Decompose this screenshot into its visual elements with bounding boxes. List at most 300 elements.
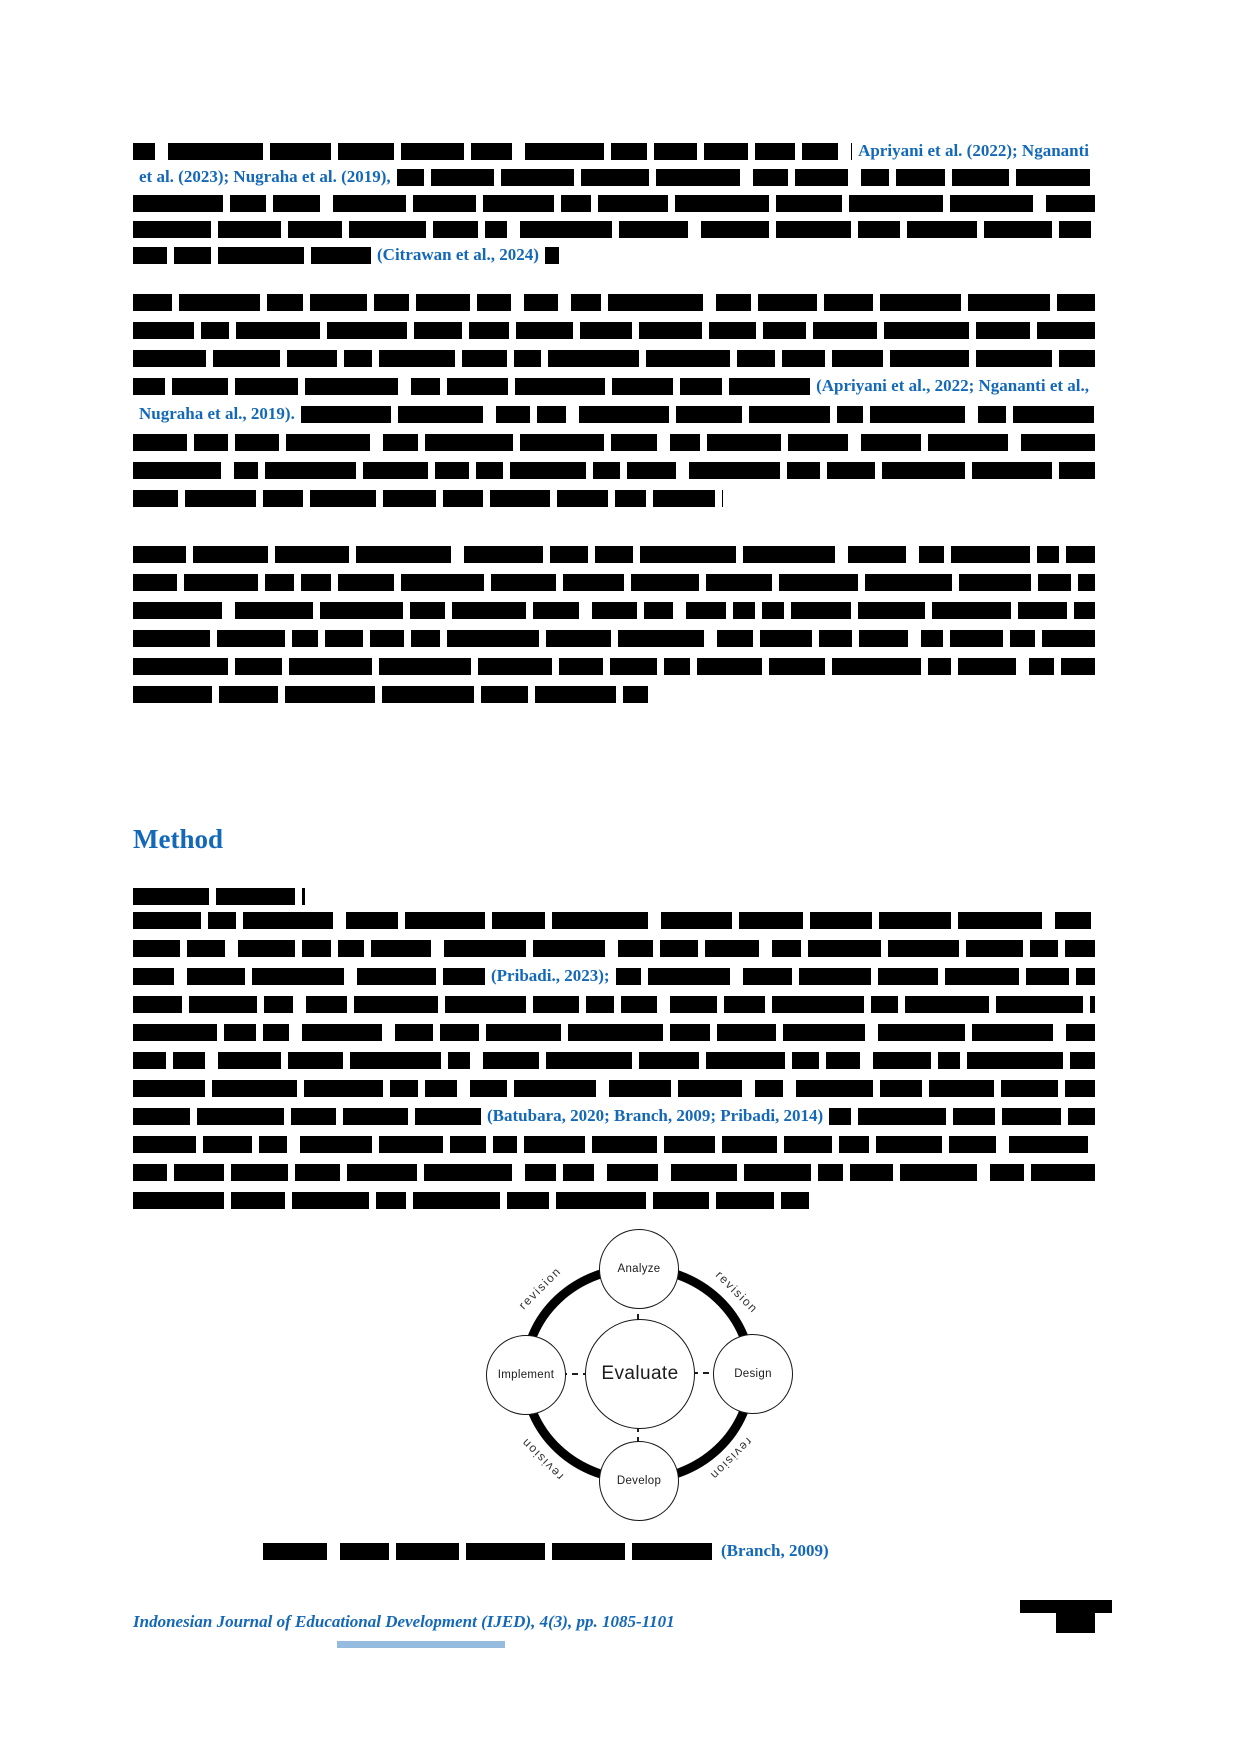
redacted-word bbox=[776, 221, 851, 238]
redacted-word bbox=[383, 490, 436, 507]
redacted-word bbox=[676, 406, 742, 423]
redacted-word bbox=[520, 221, 612, 238]
redacted-word bbox=[1074, 602, 1095, 619]
redacted-word bbox=[450, 1136, 486, 1153]
redacted-word bbox=[471, 143, 512, 160]
redacted-word bbox=[548, 350, 639, 367]
redacted-word bbox=[300, 1136, 372, 1153]
redacted-word bbox=[592, 602, 637, 619]
redacted-word bbox=[462, 350, 507, 367]
arc-label-revision: revision bbox=[517, 1434, 567, 1484]
redacted-word bbox=[133, 462, 221, 479]
redacted-word bbox=[133, 996, 182, 1013]
redacted-word bbox=[724, 996, 765, 1013]
redacted-word bbox=[670, 434, 700, 451]
redacted-word bbox=[235, 378, 298, 395]
redacted-word bbox=[661, 912, 732, 929]
redacted-text bbox=[829, 1108, 1095, 1125]
redacted-word bbox=[218, 1052, 281, 1069]
redacted-word bbox=[609, 1080, 671, 1097]
redacted-word bbox=[1018, 602, 1067, 619]
redacted-word bbox=[263, 1024, 289, 1041]
redacted-paragraph bbox=[133, 906, 1095, 1214]
redacted-word bbox=[524, 294, 558, 311]
redacted-word bbox=[598, 195, 668, 212]
redacted-word bbox=[772, 940, 801, 957]
redacted-word bbox=[197, 1108, 284, 1125]
redacted-word bbox=[654, 143, 697, 160]
redacted-word bbox=[880, 294, 961, 311]
redacted-word bbox=[664, 1136, 715, 1153]
redacted-word bbox=[302, 940, 331, 957]
redacted-text bbox=[133, 490, 723, 507]
redacted-word bbox=[664, 658, 690, 675]
citation-link[interactable]: Nugraha et al., 2019). bbox=[139, 404, 295, 423]
redacted-word bbox=[187, 940, 225, 957]
redacted-word bbox=[810, 912, 872, 929]
redacted-word bbox=[561, 195, 591, 212]
redacted-word bbox=[302, 888, 305, 905]
redacted-text bbox=[133, 462, 1095, 479]
redacted-word bbox=[270, 143, 331, 160]
redacted-word bbox=[743, 546, 835, 563]
redacted-word bbox=[949, 1136, 996, 1153]
redacted-word bbox=[133, 1108, 190, 1125]
citation-link[interactable]: (Pribadi., 2023); bbox=[491, 966, 610, 985]
redacted-word bbox=[133, 294, 172, 311]
redacted-word bbox=[1059, 221, 1091, 238]
redacted-word bbox=[966, 940, 1023, 957]
redacted-word bbox=[133, 1192, 224, 1209]
redacted-word bbox=[563, 1164, 594, 1181]
redacted-word bbox=[879, 912, 951, 929]
redacted-word bbox=[413, 195, 476, 212]
redacted-word bbox=[133, 378, 165, 395]
redacted-word bbox=[717, 1024, 776, 1041]
redacted-word bbox=[1037, 322, 1095, 339]
redacted-word bbox=[492, 912, 545, 929]
redacted-word bbox=[133, 1164, 167, 1181]
redacted-word bbox=[535, 686, 616, 703]
redacted-word bbox=[563, 574, 624, 591]
redacted-word bbox=[414, 322, 462, 339]
redacted-word bbox=[443, 490, 483, 507]
redacted-word bbox=[932, 602, 1011, 619]
redacted-word bbox=[704, 143, 748, 160]
redacted-word bbox=[919, 546, 944, 563]
redacted-word bbox=[850, 1164, 893, 1181]
redacted-word bbox=[524, 1136, 585, 1153]
redacted-word bbox=[288, 1052, 343, 1069]
redacted-word bbox=[493, 1136, 517, 1153]
redacted-word bbox=[737, 350, 775, 367]
redacted-text bbox=[133, 247, 371, 264]
redacted-word bbox=[813, 322, 877, 339]
redacted-word bbox=[338, 574, 394, 591]
redacted-word bbox=[520, 434, 604, 451]
redacted-word bbox=[483, 1052, 539, 1069]
redacted-word bbox=[486, 1024, 561, 1041]
redacted-word bbox=[285, 686, 375, 703]
redacted-word bbox=[343, 1108, 408, 1125]
redacted-word bbox=[264, 996, 293, 1013]
redacted-word bbox=[953, 1108, 995, 1125]
redacted-word bbox=[928, 658, 951, 675]
redacted-word bbox=[905, 996, 989, 1013]
redacted-word bbox=[444, 940, 526, 957]
redacted-word bbox=[469, 322, 509, 339]
citation-link[interactable]: Apriyani et al. (2022); Ngananti bbox=[858, 141, 1089, 160]
citation-link[interactable]: (Apriyani et al., 2022; Ngananti et al., bbox=[816, 376, 1089, 395]
redacted-word bbox=[660, 940, 698, 957]
redacted-word bbox=[623, 686, 648, 703]
redacted-word bbox=[263, 490, 303, 507]
redacted-word bbox=[952, 169, 1009, 186]
redacted-word bbox=[338, 143, 394, 160]
redacted-word bbox=[291, 1108, 336, 1125]
redacted-word bbox=[340, 1543, 389, 1560]
redacted-word bbox=[189, 996, 257, 1013]
redacted-word bbox=[858, 221, 900, 238]
redacted-word bbox=[349, 221, 426, 238]
redacted-word bbox=[763, 322, 806, 339]
redacted-word bbox=[289, 658, 372, 675]
redacted-word bbox=[481, 686, 528, 703]
redacted-text bbox=[133, 1192, 809, 1209]
redacted-word bbox=[1037, 546, 1059, 563]
redacted-text bbox=[133, 378, 810, 395]
redacted-word bbox=[1009, 1136, 1088, 1153]
redacted-word bbox=[1042, 630, 1095, 647]
redacted-word bbox=[976, 350, 1052, 367]
redacted-word bbox=[448, 1052, 470, 1069]
redacted-word bbox=[1078, 574, 1095, 591]
redacted-word bbox=[950, 195, 1033, 212]
redacted-word bbox=[133, 1052, 166, 1069]
redacted-word bbox=[305, 378, 398, 395]
arc-label-revision: revision bbox=[712, 1267, 762, 1317]
redacted-word bbox=[476, 462, 503, 479]
redacted-word bbox=[876, 1136, 942, 1153]
redacted-word bbox=[791, 602, 851, 619]
redacted-word bbox=[320, 602, 403, 619]
redacted-word bbox=[799, 968, 871, 985]
redacted-word bbox=[945, 968, 1019, 985]
redacted-word bbox=[848, 546, 906, 563]
redacted-text bbox=[133, 602, 1095, 619]
redacted-word bbox=[525, 1164, 556, 1181]
redacted-word bbox=[1065, 940, 1095, 957]
redacted-word bbox=[133, 350, 206, 367]
addie-cycle-diagram bbox=[438, 1223, 838, 1523]
redacted-word bbox=[370, 630, 404, 647]
redacted-word bbox=[671, 1164, 737, 1181]
redacted-text bbox=[133, 630, 1095, 647]
redacted-text bbox=[133, 658, 1095, 675]
redacted-word bbox=[784, 1136, 832, 1153]
citation-link[interactable]: (Citrawan et al., 2024) bbox=[377, 245, 539, 264]
redacted-word bbox=[546, 1052, 632, 1069]
redacted-word bbox=[447, 378, 508, 395]
redacted-word bbox=[1066, 546, 1095, 563]
redacted-word bbox=[173, 1052, 205, 1069]
redacted-word bbox=[231, 1192, 285, 1209]
redacted-word bbox=[327, 322, 407, 339]
redacted-word bbox=[382, 686, 474, 703]
redacted-text bbox=[133, 350, 1095, 367]
redacted-word bbox=[680, 378, 722, 395]
redacted-word bbox=[1038, 574, 1071, 591]
redacted-word bbox=[383, 434, 418, 451]
redacted-word bbox=[483, 195, 554, 212]
redacted-word bbox=[861, 169, 889, 186]
redacted-word bbox=[1001, 1080, 1058, 1097]
redacted-word bbox=[632, 1543, 712, 1560]
redacted-word bbox=[826, 1052, 860, 1069]
redacted-word bbox=[424, 1164, 512, 1181]
redacted-word bbox=[515, 378, 605, 395]
redacted-word bbox=[796, 1080, 873, 1097]
redacted-word bbox=[445, 996, 526, 1013]
redacted-word bbox=[907, 221, 977, 238]
redacted-word bbox=[706, 1052, 785, 1069]
redacted-word bbox=[646, 350, 730, 367]
redacted-text bbox=[616, 968, 1095, 985]
redacted-word bbox=[608, 294, 703, 311]
redacted-word bbox=[556, 1192, 646, 1209]
redacted-word bbox=[306, 996, 347, 1013]
redacted-word bbox=[431, 169, 494, 186]
redacted-word bbox=[546, 630, 611, 647]
redacted-word bbox=[310, 490, 376, 507]
redacted-word bbox=[950, 630, 1003, 647]
redacted-word bbox=[733, 602, 755, 619]
redacted-word bbox=[783, 1024, 865, 1041]
redacted-word bbox=[252, 968, 344, 985]
redacted-word bbox=[884, 322, 969, 339]
redacted-word bbox=[706, 574, 772, 591]
redacted-word bbox=[510, 462, 586, 479]
redacted-word bbox=[595, 546, 633, 563]
redacted-word bbox=[607, 1164, 658, 1181]
redacted-word bbox=[325, 630, 363, 647]
redacted-word bbox=[610, 658, 657, 675]
redacted-word bbox=[333, 195, 406, 212]
redacted-text bbox=[133, 1080, 1095, 1097]
redacted-word bbox=[819, 630, 852, 647]
redacted-word bbox=[839, 1136, 869, 1153]
redacted-word bbox=[689, 462, 780, 479]
redacted-word bbox=[972, 1024, 1053, 1041]
redacted-word bbox=[185, 490, 256, 507]
redacted-word bbox=[443, 968, 485, 985]
redacted-word bbox=[133, 658, 228, 675]
redacted-word bbox=[425, 1080, 457, 1097]
redacted-word bbox=[347, 1164, 417, 1181]
redacted-word bbox=[779, 574, 858, 591]
redacted-text bbox=[133, 574, 1095, 591]
redacted-word bbox=[1013, 406, 1094, 423]
redacted-word bbox=[133, 322, 194, 339]
redacted-word bbox=[571, 294, 601, 311]
redacted-word bbox=[234, 462, 258, 479]
redacted-word bbox=[133, 490, 178, 507]
redacted-word bbox=[275, 546, 349, 563]
redacted-word bbox=[559, 658, 603, 675]
redacted-word bbox=[580, 322, 632, 339]
redacted-word bbox=[507, 1192, 549, 1209]
redacted-word bbox=[762, 602, 784, 619]
redacted-word bbox=[231, 1164, 288, 1181]
redacted-word bbox=[557, 490, 608, 507]
redacted-word bbox=[379, 1136, 443, 1153]
redacted-word bbox=[1016, 169, 1090, 186]
redacted-word bbox=[212, 1080, 297, 1097]
redacted-word bbox=[133, 888, 209, 905]
redacted-word bbox=[782, 350, 825, 367]
redacted-word bbox=[288, 221, 342, 238]
redacted-word bbox=[678, 1080, 742, 1097]
redacted-word bbox=[174, 1164, 224, 1181]
redacted-word bbox=[397, 169, 424, 186]
redacted-word bbox=[133, 221, 211, 238]
redacted-text bbox=[133, 1164, 1095, 1181]
redacted-word bbox=[749, 406, 830, 423]
redacted-text bbox=[301, 406, 1095, 423]
redacted-word bbox=[230, 195, 266, 212]
redacted-word bbox=[976, 322, 1030, 339]
redacted-word bbox=[440, 1024, 479, 1041]
redacted-word bbox=[172, 378, 228, 395]
redacted-word bbox=[1026, 968, 1069, 985]
redacted-word bbox=[133, 1136, 196, 1153]
redacted-text bbox=[133, 1024, 1095, 1041]
redacted-word bbox=[878, 1024, 965, 1041]
redacted-word bbox=[304, 1080, 383, 1097]
redacted-word bbox=[133, 546, 186, 563]
redacted-word bbox=[390, 1080, 418, 1097]
redacted-word bbox=[880, 1080, 922, 1097]
redacted-word bbox=[338, 940, 364, 957]
redacted-word bbox=[133, 574, 177, 591]
redacted-word bbox=[292, 1192, 369, 1209]
redacted-word bbox=[263, 1543, 327, 1560]
redacted-word bbox=[133, 602, 222, 619]
redacted-word bbox=[235, 602, 313, 619]
section-heading-method: Method bbox=[133, 824, 223, 854]
citation-link[interactable]: (Branch, 2009) bbox=[721, 1541, 829, 1560]
redacted-word bbox=[621, 996, 657, 1013]
redacted-word bbox=[758, 294, 817, 311]
redacted-word bbox=[302, 1024, 382, 1041]
redacted-word bbox=[374, 294, 409, 311]
redacted-word bbox=[265, 574, 294, 591]
redacted-word bbox=[722, 1136, 777, 1153]
redacted-text bbox=[133, 322, 1095, 339]
redacted-word bbox=[1010, 630, 1035, 647]
redacted-text bbox=[133, 686, 648, 703]
redacted-word bbox=[485, 221, 507, 238]
redacted-word bbox=[416, 294, 470, 311]
redacted-word bbox=[890, 350, 969, 367]
redacted-word bbox=[1065, 1080, 1095, 1097]
redacted-word bbox=[243, 912, 333, 929]
redacted-word bbox=[208, 912, 236, 929]
redacted-word bbox=[858, 602, 925, 619]
redacted-word bbox=[496, 406, 530, 423]
redacted-word bbox=[218, 221, 281, 238]
redacted-word bbox=[769, 658, 825, 675]
redacted-word bbox=[470, 1080, 507, 1097]
citation-link[interactable]: (Batubara, 2020; Branch, 2009; Pribadi, 2014) bbox=[487, 1106, 824, 1125]
redacted-word bbox=[452, 602, 526, 619]
redacted-word bbox=[618, 630, 704, 647]
redacted-word bbox=[870, 406, 965, 423]
redacted-word bbox=[379, 658, 471, 675]
redacted-word bbox=[701, 221, 769, 238]
redacted-word bbox=[716, 1192, 774, 1209]
redacted-word bbox=[238, 940, 295, 957]
redacted-paragraph bbox=[133, 540, 1095, 708]
redacted-word bbox=[356, 546, 451, 563]
redacted-word bbox=[514, 1080, 596, 1097]
redacted-text bbox=[133, 940, 1095, 957]
redacted-word bbox=[808, 940, 881, 957]
node-label-develop: Develop bbox=[616, 1475, 662, 1487]
redacted-word bbox=[978, 406, 1006, 423]
redacted-word bbox=[707, 434, 781, 451]
redacted-word bbox=[616, 968, 641, 985]
redacted-word bbox=[849, 195, 943, 212]
redacted-word bbox=[900, 1164, 977, 1181]
redacted-text bbox=[133, 546, 1095, 563]
redacted-word bbox=[194, 434, 228, 451]
redacted-word bbox=[772, 996, 864, 1013]
node-label-evaluate: Evaluate bbox=[601, 1363, 679, 1384]
redacted-word bbox=[792, 1052, 819, 1069]
redacted-word bbox=[514, 350, 541, 367]
node-label-design: Design bbox=[734, 1368, 772, 1380]
redacted-text bbox=[133, 294, 1095, 311]
redacted-word bbox=[533, 602, 579, 619]
redacted-word bbox=[967, 1052, 1063, 1069]
redacted-word bbox=[292, 630, 318, 647]
redacted-word bbox=[344, 350, 372, 367]
redacted-word bbox=[350, 1052, 441, 1069]
redacted-word bbox=[379, 350, 455, 367]
redacted-subheading bbox=[133, 886, 1095, 906]
redacted-word bbox=[958, 912, 1042, 929]
redacted-word bbox=[776, 195, 842, 212]
redacted-word bbox=[550, 546, 588, 563]
redacted-word bbox=[346, 912, 398, 929]
redacted-word bbox=[639, 1052, 699, 1069]
redacted-word bbox=[501, 169, 574, 186]
redacted-text bbox=[133, 195, 1095, 212]
redacted-text bbox=[133, 996, 1095, 1013]
redacted-word bbox=[787, 462, 820, 479]
redacted-text bbox=[133, 221, 1095, 238]
redacted-word bbox=[586, 996, 614, 1013]
redacted-word bbox=[490, 490, 550, 507]
redacted-word bbox=[415, 1108, 481, 1125]
node-label-implement: Implement bbox=[497, 1369, 555, 1381]
redacted-text bbox=[545, 247, 559, 264]
redacted-word bbox=[405, 912, 485, 929]
redacted-word bbox=[984, 221, 1052, 238]
citation-link[interactable]: et al. (2023); Nugraha et al. (2019), bbox=[139, 167, 391, 186]
redacted-word bbox=[951, 546, 1030, 563]
